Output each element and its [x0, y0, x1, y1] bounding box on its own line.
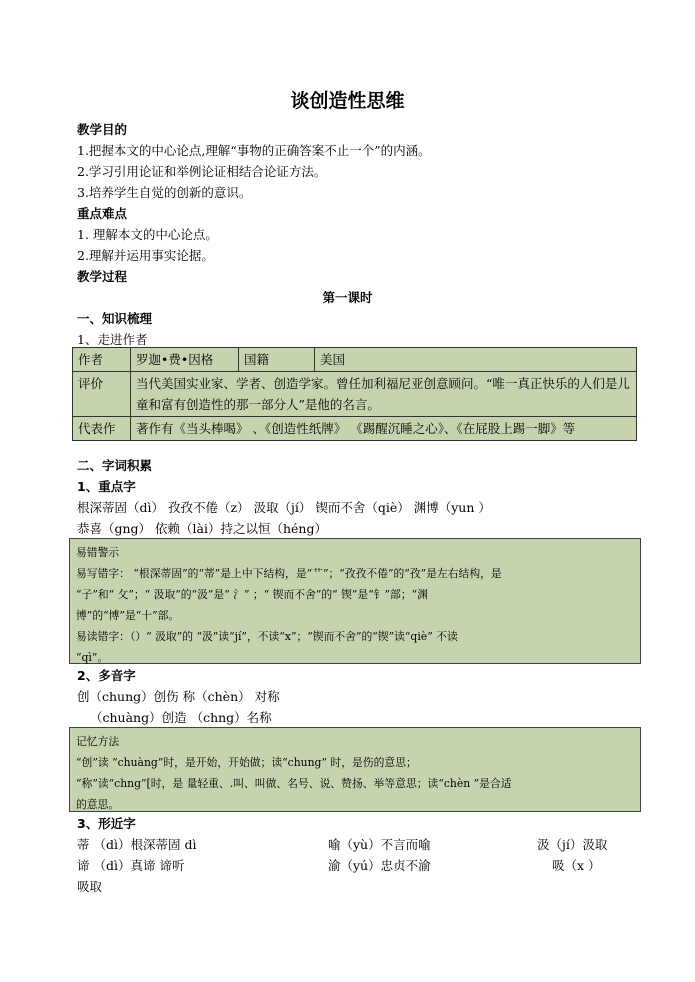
table-row — [73, 348, 637, 372]
similar-r1c1: 蒂 （dì）根深蒂固 dì — [77, 837, 197, 852]
difficulties-heading: 重点难点 — [77, 206, 128, 221]
box-line: “子”和“ 攵”；“ 汲取”的“汲”是“ 氵” ；“ 锲而不舍”的“ 锲”是“钅”部；“渊 — [76, 588, 428, 601]
goals-heading: 教学目的 — [77, 122, 128, 137]
table-label-nationality: 国籍 — [239, 348, 315, 372]
goal-item-3: 3.培养学生自觉的创新的意识。 — [77, 185, 252, 200]
similar-r2c2: 渝（yú）忠贞不渝 — [328, 858, 431, 873]
table-label-evaluation: 评价 — [73, 372, 131, 417]
box-line: “创”读 “chuàng”时，是开始，开始做；读“chung” 时，是伤的意思； — [76, 756, 417, 769]
section2-sub2: 2、多音字 — [77, 668, 136, 683]
table-row — [73, 417, 637, 441]
table-value-evaluation: 当代美国实业家、学者、创造学家。曾任加利福尼亚创意顾问。“唯一真正快乐的人们是儿童和富有创造性的那一部分人”是他的名言。 — [131, 372, 637, 417]
section1-sub: 1、走进作者 — [77, 332, 148, 347]
section2-sub3: 3、形近字 — [77, 816, 136, 831]
section2-heading: 二、字词积累 — [77, 458, 153, 473]
memory-method-box — [69, 727, 641, 812]
box-line: 易读错字：（）“ 汲取”的 “汲”读“jí”，不读“x”；“锲而不舍”的“锲”读“qiè” 不读 — [76, 630, 458, 643]
error-warning-box — [69, 538, 641, 664]
section2-sub1: 1、重点字 — [77, 479, 136, 494]
section1-heading: 一、知识梳理 — [77, 311, 153, 326]
author-table — [72, 347, 637, 441]
table-row — [73, 372, 637, 417]
table-label-works: 代表作 — [73, 417, 131, 441]
similar-r2c3: 吸（x ） — [552, 858, 601, 873]
words-line-1: 根深蒂固（dì） 孜孜不倦（z） 汲取（jí） 锲而不舍（qiè） 渊博（yun ） — [77, 500, 491, 515]
table-value-author: 罗迦•费•因格 — [131, 348, 239, 372]
box-caption: 易错警示 — [76, 546, 120, 559]
similar-r1c3: 汲（jí）汲取 — [537, 837, 608, 852]
box-line: “qì”。 — [76, 651, 109, 664]
process-heading: 教学过程 — [77, 269, 128, 284]
box-line: “称”读“chng”[时，是 量轻重、.叫、叫做、名号、说、赞扬、举等意思；读“chèn ”是合适 — [76, 777, 512, 790]
goal-item-1: 1.把握本文的中心论点,理解“事物的正确答案不止一个”的内涵。 — [77, 143, 431, 158]
similar-r2c1: 谛 （dì）真谛 谛听 — [77, 858, 185, 873]
box-line: 的意思。 — [76, 798, 120, 811]
difficulty-item-2: 2.理解并运用事实论据。 — [77, 248, 214, 263]
document-title: 谈创造性思维 — [290, 90, 405, 112]
polyphone-line-1: 创（chung）创伤 称（chèn） 对称 — [77, 689, 280, 704]
box-line: 易写错字： “根深蒂固”的“蒂”是上中下结构，是“艹”；“孜孜不倦”的“孜”是左右结构，是 — [76, 567, 502, 580]
box-caption: 记忆方法 — [76, 735, 120, 748]
table-value-works: 著作有《当头棒喝》 、《创造性纸牌》 《踢醒沉睡之心》、《在屁股上踢一脚》等 — [131, 417, 637, 441]
box-line: 博”的“博”是“十”部。 — [76, 609, 180, 622]
table-label-author: 作者 — [73, 348, 131, 372]
words-line-2: 恭喜（gng） 依赖（lài）持之以恒（héng） — [77, 521, 327, 536]
similar-r1c2: 喻（yù）不言而喻 — [328, 837, 431, 852]
lesson-heading: 第一课时 — [322, 290, 373, 305]
difficulty-item-1: 1. 理解本文的中心论点。 — [77, 227, 218, 242]
polyphone-line-2: （chuàng）创造 （chng）名称 — [90, 710, 272, 725]
table-value-nationality: 美国 — [315, 348, 637, 372]
similar-r3c1: 吸取 — [77, 879, 103, 894]
goal-item-2: 2.学习引用论证和举例论证相结合论证方法。 — [77, 164, 327, 179]
